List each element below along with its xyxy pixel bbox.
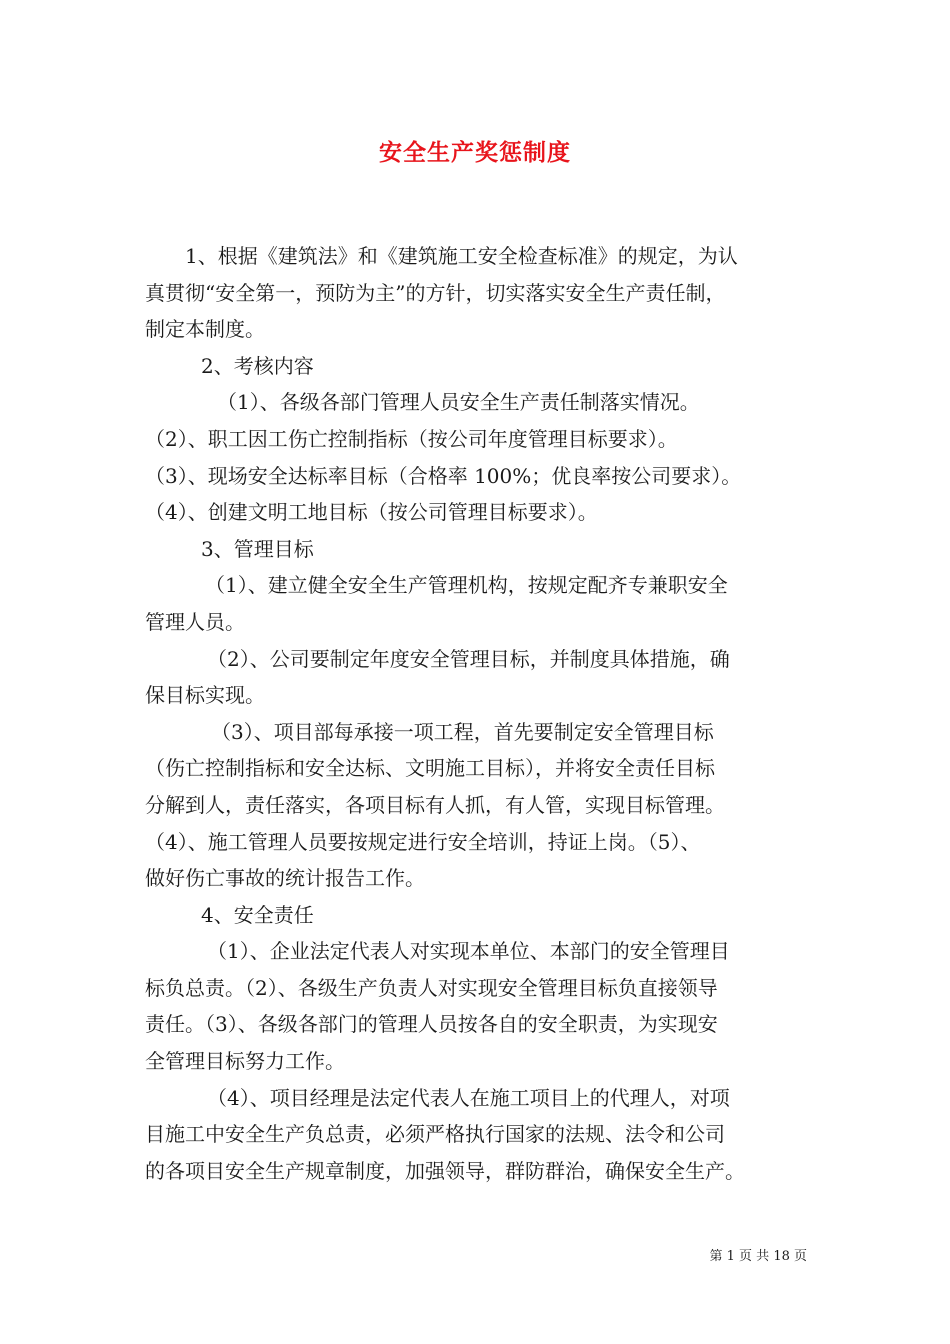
paragraph-line: 管理人员。 [145, 609, 245, 634]
list-item: （3）、项目部每承接一项工程，首先要制定安全管理目标 [211, 719, 714, 744]
paragraph-line: 责任。（3）、各级各部门的管理人员按各自的安全职责，为实现安 [145, 1012, 718, 1037]
list-item: （3）、现场安全达标率目标（合格率 100%；优良率按公司要求）。 [145, 463, 742, 488]
list-item: （1）、各级各部门管理人员安全生产责任制落实情况。 [217, 390, 700, 415]
list-item: （1）、建立健全安全生产管理机构，按规定配齐专兼职安全 [205, 573, 728, 598]
paragraph-line: 1、根据《建筑法》和《建筑施工安全检查标准》的规定，为认 [185, 244, 738, 268]
list-item: （4）、创建文明工地目标（按公司管理目标要求）。 [145, 500, 598, 525]
paragraph-line: 真贯彻“安全第一，预防为主”的方针，切实落实安全生产责任制， [145, 280, 726, 305]
list-item: （4）、项目经理是法定代表人在施工项目上的代理人，对项 [207, 1085, 730, 1110]
section-heading: 4、安全责任 [201, 902, 314, 927]
paragraph-line: 分解到人，责任落实，各项目标有人抓，有人管，实现目标管理。 [145, 792, 725, 817]
list-item: （1）、企业法定代表人对实现本单位、本部门的安全管理目 [207, 939, 730, 964]
paragraph-line: 标负总责。（2）、各级生产负责人对实现安全管理目标负直接领导 [145, 975, 718, 1000]
paragraph-line: 全管理目标努力工作。 [145, 1049, 345, 1074]
document-body [145, 238, 815, 1189]
paragraph-line: 目施工中安全生产负总责，必须严格执行国家的法规、法令和公司 [145, 1122, 725, 1147]
section-heading: 3、管理目标 [201, 536, 314, 561]
list-item: （4）、施工管理人员要按规定进行安全培训，持证上岗。（5）、 [145, 829, 701, 854]
paragraph-line: 制定本制度。 [145, 317, 265, 342]
paragraph-line: 的各项目安全生产规章制度，加强领导，群防群治，确保安全生产。 [145, 1158, 745, 1183]
paragraph-line: （伤亡控制指标和安全达标、文明施工目标），并将安全责任目标 [145, 756, 715, 781]
page-number-footer: 第 1 页 共 18 页 [709, 1249, 807, 1264]
list-item: （2）、公司要制定年度安全管理目标，并制度具体措施，确 [207, 646, 730, 671]
paragraph-line: 做好伤亡事故的统计报告工作。 [145, 866, 425, 891]
list-item: （2）、职工因工伤亡控制指标（按公司年度管理目标要求）。 [145, 426, 678, 451]
paragraph-line: 保目标实现。 [145, 683, 265, 708]
section-heading: 2、考核内容 [201, 353, 314, 378]
document-title: 安全生产奖惩制度 [379, 139, 571, 166]
